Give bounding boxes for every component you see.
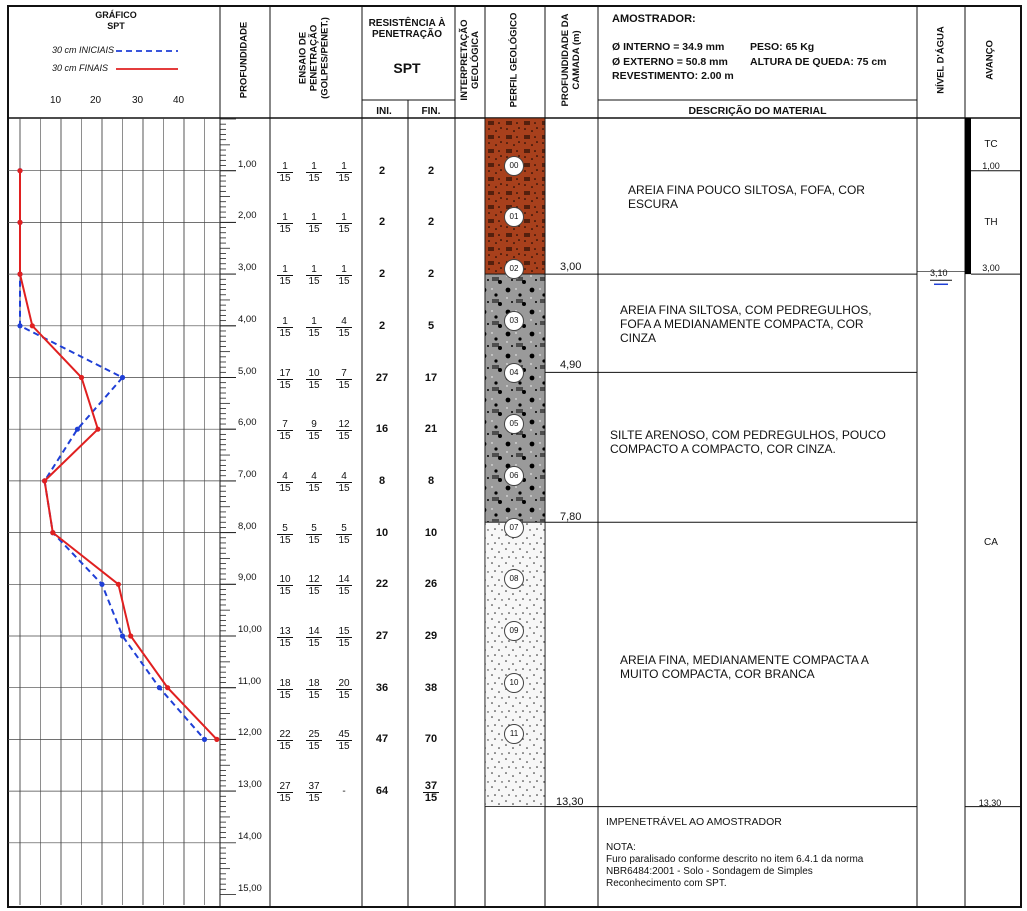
spt-initial-value: 2 [378, 268, 386, 281]
penetration-cm: 15 [279, 431, 291, 443]
penetration-cm: 15 [308, 793, 320, 805]
penetration-cm: 15 [279, 689, 291, 701]
axis-tick-10: 10 [50, 95, 62, 106]
depth-label: 9,00 [238, 572, 257, 584]
penetration-cm: 15 [338, 224, 350, 236]
series-final-point [79, 375, 84, 380]
blow-fraction [306, 781, 322, 804]
depth-label: 10,00 [238, 624, 262, 635]
blow-count: 12 [306, 574, 322, 586]
blow-fraction [336, 368, 352, 391]
blow-fraction [336, 212, 352, 235]
blow-fraction [277, 626, 293, 649]
blow-count: 1 [277, 212, 293, 224]
header-interpretacao: INTERPRETAÇÃO GEOLÓGICA [459, 19, 481, 101]
depth-label: 6,00 [238, 417, 257, 429]
penetration-cm: 15 [308, 276, 320, 288]
series-initial-point [120, 375, 125, 380]
blow-fraction [277, 574, 293, 597]
blow-count: 27 [277, 781, 293, 793]
penetration-cm: 15 [279, 793, 291, 805]
amostrador-interno: Ø INTERNO = 34.9 mm [612, 41, 725, 53]
depth-label: 8,00 [238, 520, 257, 532]
blow-count: 1 [306, 316, 322, 328]
penetration-cm: 15 [279, 379, 291, 391]
blow-fraction [277, 729, 293, 752]
layer-4-bottom: 13,30 [556, 796, 584, 808]
series-initial-point [17, 323, 22, 328]
blow-count: 25 [306, 729, 322, 741]
blow-fraction [336, 574, 352, 597]
depth-label: 11,00 [238, 675, 262, 687]
blow-count: 1 [306, 161, 322, 173]
blow-count: 1 [277, 264, 293, 276]
depth-label: 4,00 [238, 313, 257, 325]
graph-subtitle: SPT [107, 21, 125, 31]
penetration-cm: 15 [308, 379, 320, 391]
spt-final-value: 10 [424, 526, 438, 539]
legend-initial-label: 30 cm INICIAIS [52, 45, 115, 55]
series-final-point [17, 220, 22, 225]
blow-fraction [306, 264, 322, 287]
penetration-cm: 15 [279, 638, 291, 649]
penetration-cm: 15 [279, 534, 291, 546]
sample-marker: 11 [504, 724, 524, 744]
avanco-tc: TC [984, 139, 998, 150]
spt-final-value: 17 [424, 371, 438, 384]
blow-count: 10 [306, 368, 322, 380]
blow-fraction [336, 626, 352, 649]
series-final-point [50, 530, 55, 535]
spt-final-value: 2 [427, 268, 435, 281]
series-initial-line [20, 171, 205, 740]
penetration-cm: 15 [338, 327, 350, 339]
series-initial-point [157, 685, 162, 690]
blow-count: 7 [336, 368, 352, 380]
header-resistencia: RESISTÊNCIA À PENETRAÇÃO [368, 18, 446, 40]
spt-initial-value: 8 [378, 474, 386, 487]
blow-fraction [277, 781, 293, 804]
series-final-point [214, 737, 219, 742]
penetration-cm: 15 [279, 327, 291, 339]
depth-label: 5,00 [238, 365, 257, 377]
blow-fraction [306, 729, 322, 752]
blow-count: 20 [336, 678, 352, 690]
spt-final-value: 29 [424, 630, 438, 642]
sample-marker: 00 [504, 156, 524, 176]
sample-marker: 07 [504, 518, 524, 538]
blow-count: 12 [336, 419, 352, 431]
series-final-point [116, 582, 121, 587]
header-spt: SPT [393, 60, 421, 76]
nota-line2: NBR6484:2001 - Solo - Sondagem de Simples [606, 866, 813, 877]
header-fin: FIN. [421, 106, 441, 117]
blow-fraction [306, 574, 322, 597]
series-initial-point [75, 427, 80, 432]
blow-fraction [277, 264, 293, 287]
series-final-line [20, 171, 217, 740]
sample-marker: 06 [504, 466, 524, 486]
axis-tick-20: 20 [90, 95, 102, 106]
spt-final-value: 8 [427, 474, 435, 487]
blow-count: 1 [306, 264, 322, 276]
header-nivel: NÍVEL D'ÁGUA [935, 26, 947, 94]
sample-marker: 08 [504, 569, 524, 589]
sample-marker: 05 [504, 414, 524, 434]
layer-2-description: AREIA FINA SILTOSA, COM PEDREGULHOS, FOFA A MEDIANAMENTE COMPACTA, COR CINZA [620, 303, 872, 345]
series-initial-point [99, 582, 104, 587]
sample-marker: 01 [504, 207, 524, 227]
penetration-cm: 15 [338, 586, 350, 598]
spt-initial-value: 2 [378, 216, 386, 229]
blow-count: 1 [277, 161, 293, 173]
series-final-point [42, 478, 47, 483]
amostrador-externo: Ø EXTERNO = 50.8 mm [612, 56, 728, 68]
spt-initial-value: 47 [375, 733, 389, 746]
blow-fraction [277, 523, 293, 546]
avanco-bar [965, 118, 971, 274]
blow-fraction [306, 161, 322, 184]
blow-count: 1 [306, 212, 322, 224]
penetration-cm: 15 [279, 482, 291, 494]
nota-line1: Furo paralisado conforme descrito no item 6.4.1 da norma [606, 854, 864, 865]
depth-label: 14,00 [238, 830, 262, 842]
penetration-cm: 15 [279, 741, 291, 753]
blow-count: 22 [277, 729, 293, 741]
layer-1-profile [485, 118, 545, 274]
blow-fraction [336, 471, 352, 494]
penetration-cm: 15 [308, 638, 320, 649]
series-final-point [95, 427, 100, 432]
avanco-d2: 3,00 [982, 263, 1000, 273]
series-initial-point [202, 737, 207, 742]
blow-fraction [336, 419, 352, 442]
penetration-cm: 15 [308, 327, 320, 339]
penetration-cm: 15 [308, 586, 320, 598]
penetration-cm: 15 [338, 172, 350, 184]
penetration-cm: 15 [279, 172, 291, 184]
header-profundidade: PROFUNDIDADE [238, 21, 250, 99]
layer-3-description: SILTE ARENOSO, COM PEDREGULHOS, POUCO COMPACTO A COMPACTO, COR CINZA. [610, 428, 886, 456]
amostrador-title: AMOSTRADOR: [612, 13, 696, 25]
penetration-cm: 15 [308, 741, 320, 753]
blow-count: 5 [336, 523, 352, 535]
blow-fraction [277, 678, 293, 701]
penetration-cm: 15 [279, 276, 291, 288]
blow-count: 9 [306, 419, 322, 431]
spt-final-value: 2 [427, 164, 435, 177]
header-perfil: PERFIL GEOLÓGICO [508, 12, 520, 108]
spt-initial-value: 64 [375, 785, 389, 798]
sample-marker: 02 [504, 259, 524, 279]
penetration-cm: 15 [338, 638, 350, 649]
penetration-cm: 15 [308, 689, 320, 701]
series-final-point [30, 323, 35, 328]
penetration-cm: 15 [279, 224, 291, 236]
layer-4-profile [485, 522, 545, 806]
blow-fraction [306, 523, 322, 546]
layer-3-bottom: 7,80 [560, 511, 582, 523]
spt-initial-value: 27 [375, 630, 389, 642]
layer-1-description: AREIA FINA POUCO SILTOSA, FOFA, COR ESCURA [628, 183, 865, 211]
sample-marker: 03 [504, 311, 524, 331]
blow-count: 14 [306, 626, 322, 638]
header-avanco: AVANÇO [984, 40, 996, 80]
blow-count: 45 [336, 729, 352, 741]
water-level-value: 3,10 [930, 268, 948, 278]
axis-tick-30: 30 [132, 95, 144, 106]
blow-count: 4 [277, 471, 293, 483]
penetration-cm: 15 [338, 741, 350, 753]
spt-final-value: 2 [427, 216, 435, 229]
nota-line3: Reconhecimento com SPT. [606, 878, 727, 889]
blow-count: 4 [306, 471, 322, 483]
avanco-th: TH [984, 217, 998, 228]
depth-label: 15,00 [238, 882, 262, 894]
spt-final-value: 26 [424, 578, 438, 591]
blow-fraction [306, 626, 322, 649]
nota-title: NOTA: [606, 842, 636, 853]
series-final-point [165, 685, 170, 690]
blow-fraction [336, 523, 352, 546]
spt-initial-value: 22 [375, 578, 389, 591]
spt-initial-value: 16 [375, 423, 389, 436]
spt-final-value: 21 [424, 423, 438, 436]
legend-final-label: 30 cm FINAIS [52, 63, 109, 73]
blow-fraction [306, 212, 322, 235]
blow-count: 5 [306, 523, 322, 535]
blow-fraction [306, 471, 322, 494]
depth-label: 12,00 [238, 727, 262, 739]
impenetravel-text: IMPENETRÁVEL AO AMOSTRADOR [606, 816, 782, 828]
series-final-point [17, 168, 22, 173]
blow-count: 37 [306, 781, 322, 793]
blow-count: 1 [277, 316, 293, 328]
blow-count: 4 [336, 316, 352, 328]
axis-tick-40: 40 [173, 95, 185, 106]
blow-count: 10 [277, 574, 293, 586]
penetration-cm: 15 [308, 224, 320, 236]
penetration-cm: 15 [338, 689, 350, 701]
blow-count: 13 [277, 626, 293, 638]
blow-count: 15 [336, 626, 352, 638]
blow-count: 1 [336, 212, 352, 224]
penetration-cm: 15 [279, 586, 291, 598]
graph-title: GRÁFICO [95, 10, 137, 20]
penetration-cm: 15 [308, 482, 320, 494]
penetration-cm: 15 [338, 431, 350, 443]
blow-count: 17 [277, 368, 293, 380]
amostrador-peso: PESO: 65 Kg [750, 41, 815, 53]
blow-fraction [306, 678, 322, 701]
blow-count: 5 [277, 523, 293, 535]
spt-final-value: 38 [424, 681, 438, 694]
blow-count: 14 [336, 574, 352, 586]
blow-fraction [336, 316, 352, 339]
depth-label: 1,00 [238, 158, 257, 170]
blow-fraction [277, 316, 293, 339]
depth-label: 2,00 [238, 210, 257, 222]
layer-1-bottom: 3,00 [560, 261, 582, 273]
penetration-cm: 15 [338, 379, 350, 391]
depth-label: 7,00 [238, 468, 257, 480]
blow-fraction [277, 212, 293, 235]
blow-count: 4 [336, 471, 352, 483]
blow-count: 18 [306, 678, 322, 690]
blow-fraction [336, 729, 352, 752]
amostrador-revestimento: REVESTIMENTO: 2.00 m [612, 70, 734, 82]
blow-fraction [277, 471, 293, 494]
layer-2-bottom: 4,90 [560, 359, 582, 371]
penetration-cm: 15 [308, 431, 320, 443]
avanco-d1: 1,00 [982, 161, 1000, 171]
header-ensaio: ENSAIO DE PENETRAÇÃO (GOLPES/PENET.) [297, 17, 331, 99]
spt-initial-value: 2 [378, 319, 386, 332]
header-ini: INI. [376, 106, 392, 117]
blow-fraction [277, 368, 293, 391]
series-initial-point [120, 633, 125, 638]
blow-fraction [306, 368, 322, 391]
blow-count: 18 [277, 678, 293, 690]
spt-final-value [423, 781, 439, 804]
spt-initial-value: 2 [378, 164, 386, 177]
layer-4-description: AREIA FINA, MEDIANAMENTE COMPACTA A MUITO COMPACTA, COR BRANCA [620, 653, 869, 681]
blow-fraction [277, 419, 293, 442]
blow-count: 7 [277, 419, 293, 431]
avanco-ca: CA [984, 537, 998, 548]
depth-label: 13,00 [238, 779, 262, 791]
header-descricao: DESCRIÇÃO DO MATERIAL [688, 105, 827, 117]
header-prof-camada: PROFUNDIDADE DA CAMADA (m) [560, 13, 582, 107]
spt-final-denominator: 15 [424, 792, 438, 805]
penetration-cm: 15 [338, 276, 350, 288]
blow-fraction [306, 419, 322, 442]
penetration-cm: 15 [338, 482, 350, 494]
avanco-d3: 13,30 [978, 798, 1002, 808]
amostrador-queda: ALTURA DE QUEDA: 75 cm [750, 56, 887, 68]
blow-fraction [336, 161, 352, 184]
blow-fraction [336, 264, 352, 287]
penetration-cm: 15 [308, 534, 320, 546]
series-final-point [128, 633, 133, 638]
series-final-point [17, 272, 22, 277]
spt-initial-value: 27 [375, 371, 389, 384]
penetration-cm: 15 [338, 534, 350, 546]
spt-final-value: 70 [424, 733, 438, 746]
blow-fraction [336, 678, 352, 701]
blow-count: 1 [336, 161, 352, 173]
blow-count: 1 [336, 264, 352, 276]
spt-initial-value: 10 [375, 526, 389, 539]
blow-count: - [342, 786, 346, 798]
spt-final-numerator: 37 [424, 780, 438, 793]
depth-label: 3,00 [238, 262, 257, 274]
spt-final-value: 5 [427, 319, 435, 332]
sample-marker: 10 [504, 673, 524, 693]
sample-marker: 09 [504, 621, 524, 641]
sample-marker: 04 [504, 363, 524, 383]
penetration-cm: 15 [308, 172, 320, 184]
spt-initial-value: 36 [375, 681, 389, 694]
blow-fraction [306, 316, 322, 339]
blow-fraction [277, 161, 293, 184]
